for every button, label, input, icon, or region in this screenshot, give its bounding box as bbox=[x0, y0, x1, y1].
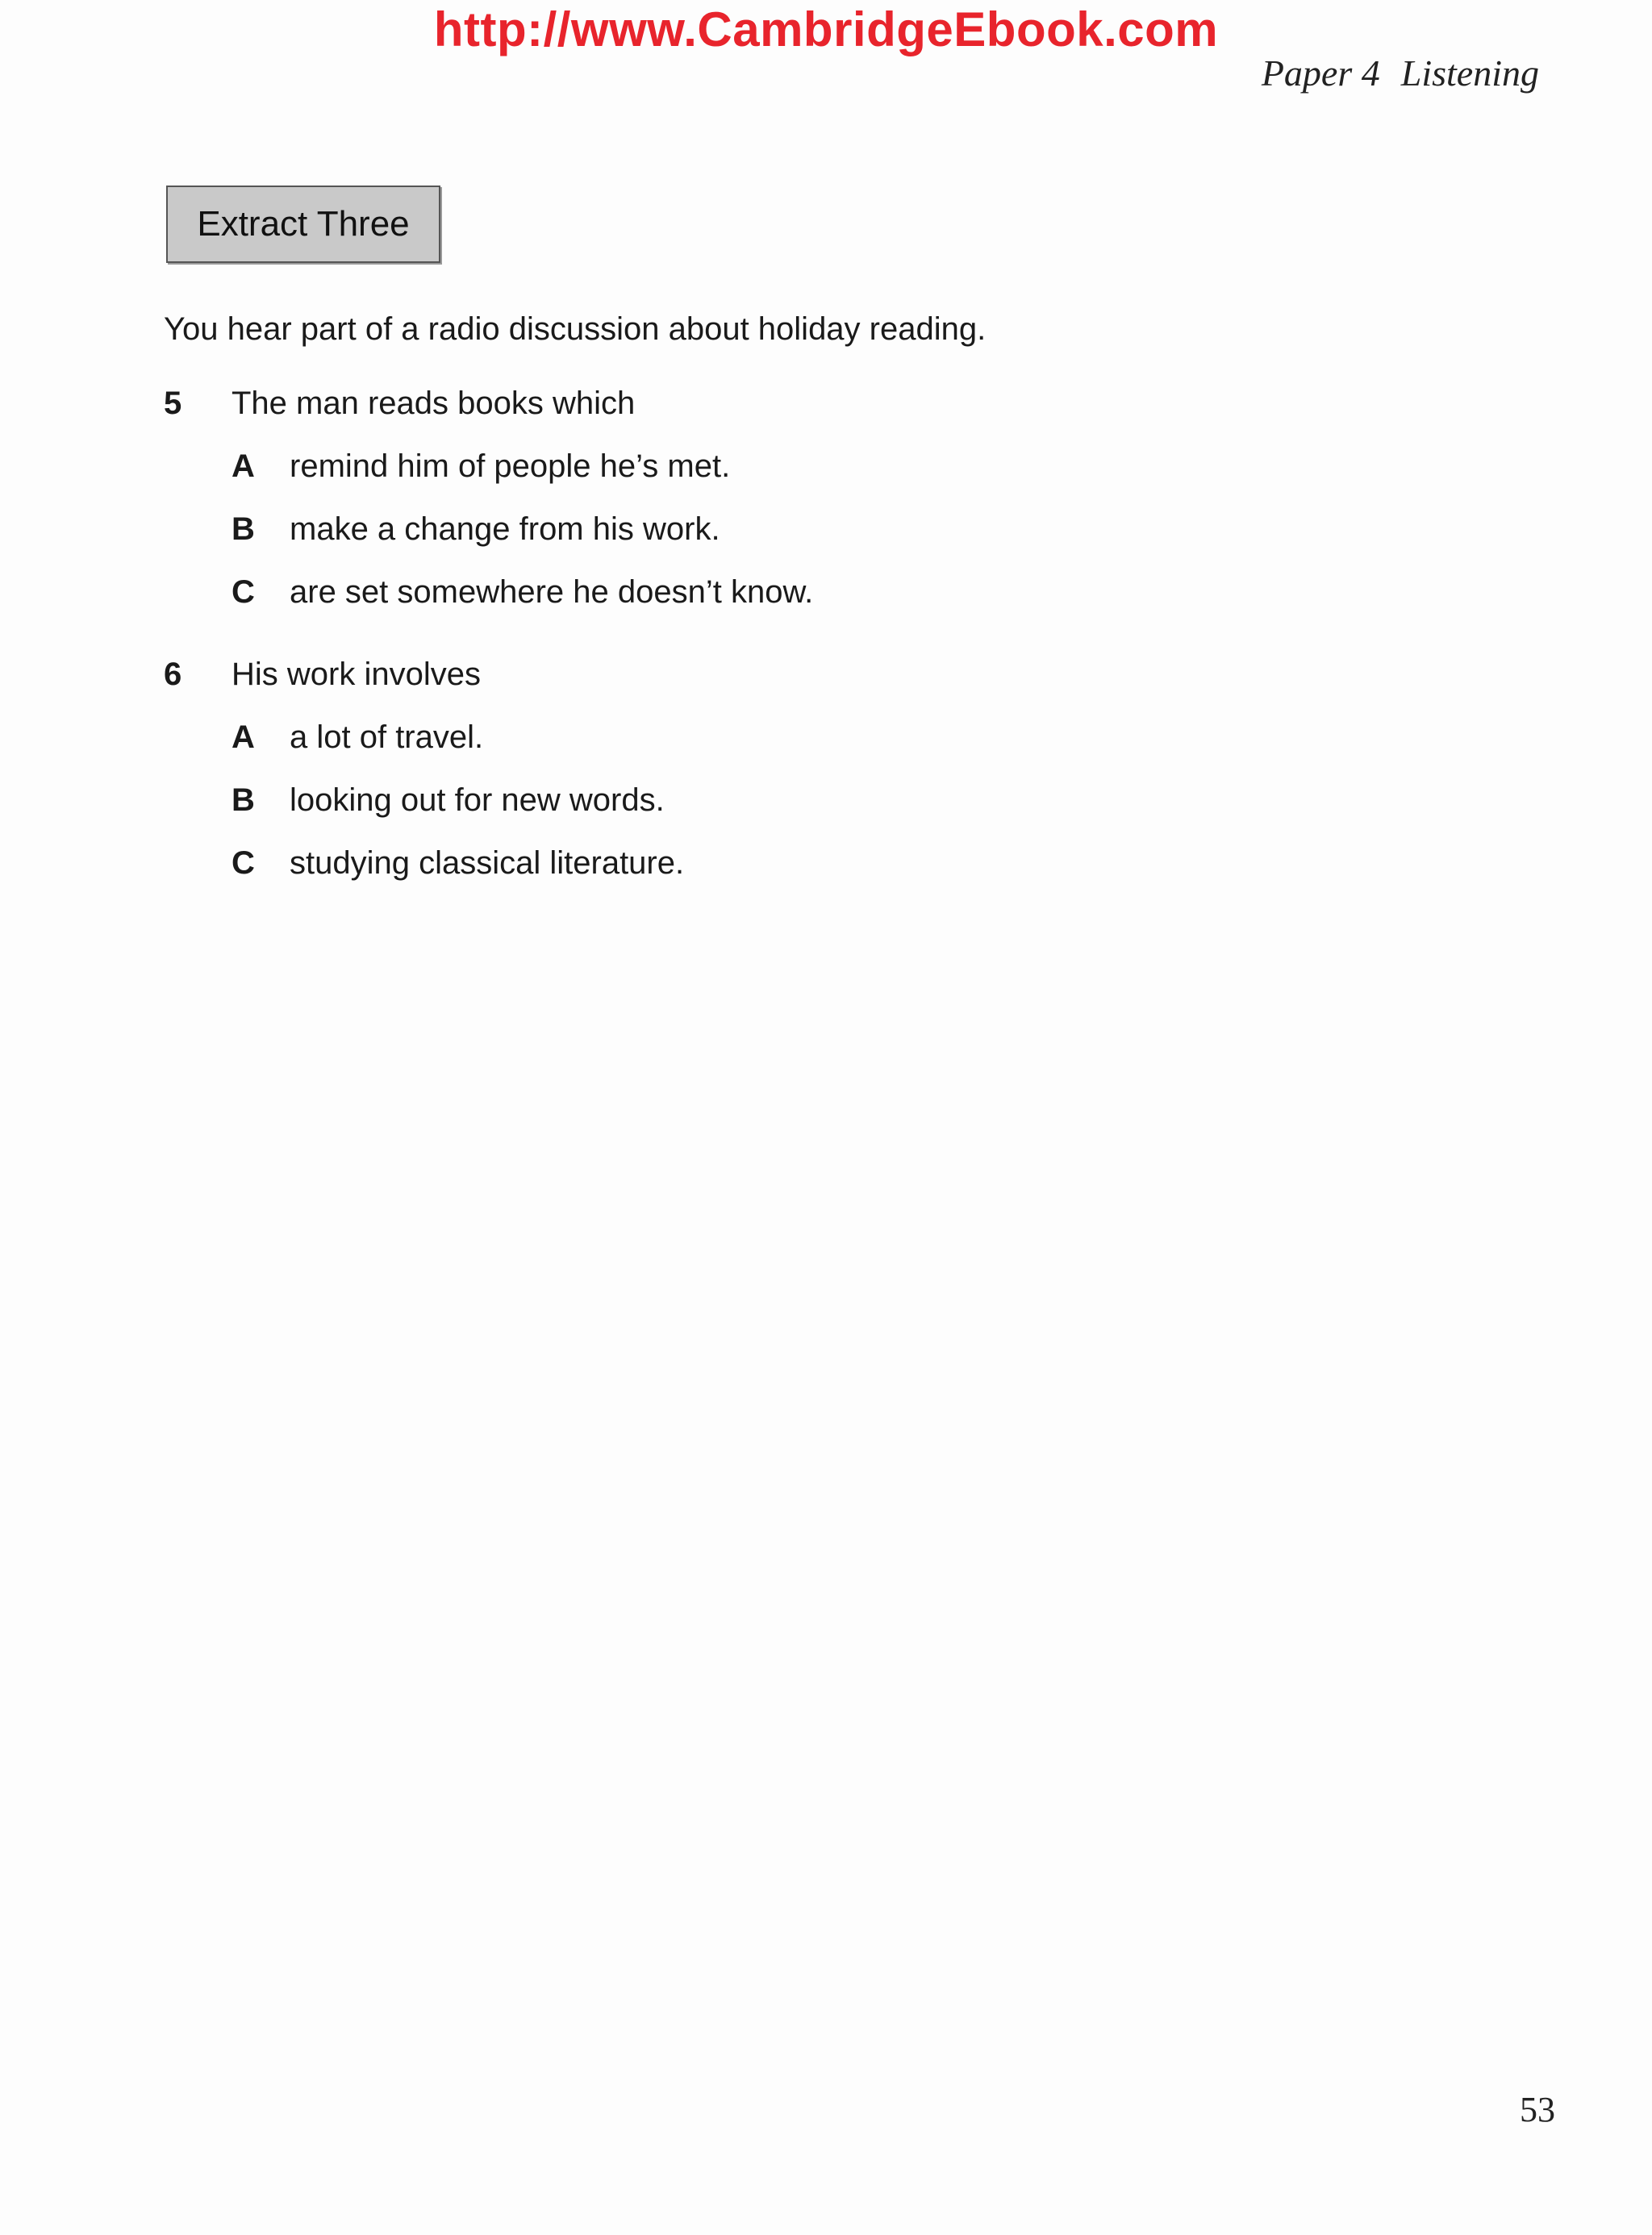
option-text: a lot of travel. bbox=[290, 719, 484, 755]
option-text: remind him of people he’s met. bbox=[290, 448, 731, 484]
option-c bbox=[164, 845, 1535, 908]
option-text: studying classical literature. bbox=[290, 845, 685, 881]
extract-title: Extract Three bbox=[197, 204, 410, 244]
option-a bbox=[164, 448, 1535, 511]
option-text: make a change from his work. bbox=[290, 511, 720, 547]
option-letter: C bbox=[232, 574, 255, 610]
question-text: His work involves bbox=[232, 657, 481, 692]
option-text: looking out for new words. bbox=[290, 782, 665, 818]
option-text: are set somewhere he doesn’t know. bbox=[290, 574, 814, 610]
running-head-paper: Paper 4 bbox=[1261, 52, 1380, 94]
option-b bbox=[164, 511, 1535, 574]
option-c bbox=[164, 574, 1535, 637]
option-letter: B bbox=[232, 511, 255, 547]
question-number: 6 bbox=[164, 657, 182, 692]
option-letter: C bbox=[232, 845, 255, 881]
running-head-section: Listening bbox=[1400, 52, 1539, 94]
watermark-url: http://www.CambridgeEbook.com bbox=[433, 2, 1219, 56]
option-b bbox=[164, 782, 1535, 845]
question-stem bbox=[164, 657, 1535, 719]
option-letter: A bbox=[232, 719, 255, 755]
option-letter: A bbox=[232, 448, 255, 484]
page-number: 53 bbox=[1520, 2090, 1555, 2129]
running-head bbox=[1262, 52, 1539, 94]
question-6 bbox=[164, 657, 1535, 908]
extract-heading-box bbox=[166, 186, 440, 263]
intro-text: You hear part of a radio discussion about holiday reading. bbox=[164, 311, 987, 347]
option-letter: B bbox=[232, 782, 255, 818]
question-text: The man reads books which bbox=[232, 386, 636, 421]
question-stem bbox=[164, 386, 1535, 448]
option-a bbox=[164, 719, 1535, 782]
question-number: 5 bbox=[164, 386, 182, 421]
question-5 bbox=[164, 386, 1535, 637]
